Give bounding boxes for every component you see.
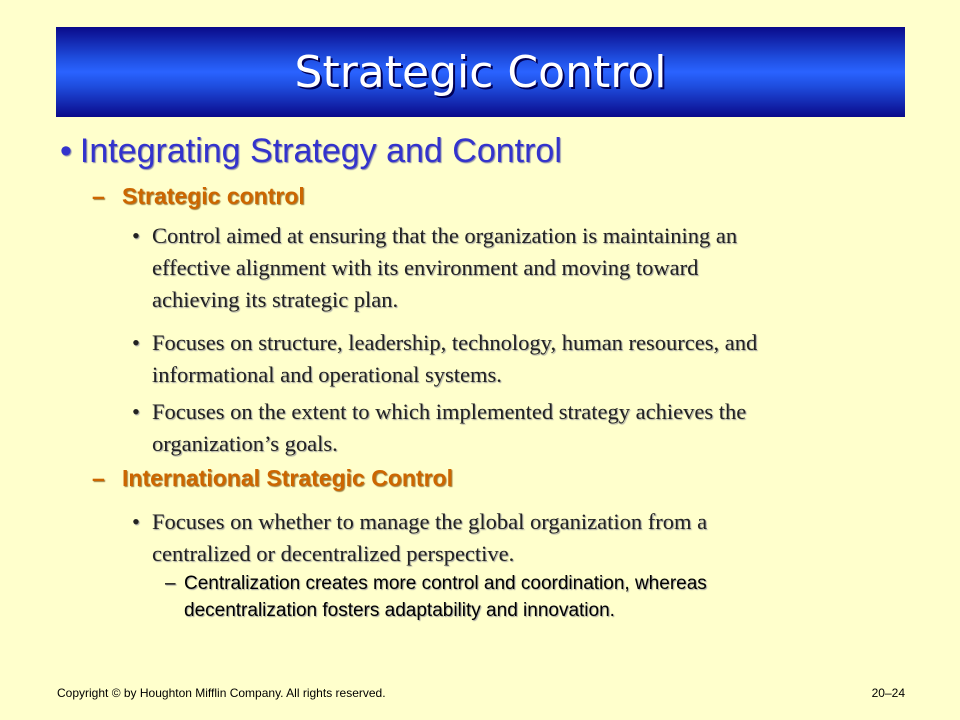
slide-title: Strategic Control (294, 46, 667, 98)
section-heading-international-strategic-control (92, 465, 453, 492)
list-item-text: Focuses on structure, leadership, technology, human resources, and informational and operational systems. (152, 330, 758, 387)
list-item-text: Focuses on the extent to which implemented strategy achieves the organization’s goals. (152, 399, 747, 456)
list-item (132, 506, 872, 570)
footer-copyright: Copyright © by Houghton Mifflin Company. All rights reserved. (57, 686, 386, 700)
list-item (132, 327, 892, 391)
list-item-text: Control aimed at ensuring that the organization is maintaining an effective alignment with its environment and moving toward achieving its strategic plan. (152, 223, 738, 312)
list-item (132, 396, 872, 460)
bullet-icon: • (60, 132, 72, 170)
dash-icon: – (92, 183, 105, 209)
bullet-icon: • (132, 399, 140, 424)
sub-list-item (165, 570, 895, 624)
section-heading-strategic-control (92, 183, 305, 210)
section-heading-text: Strategic control (122, 183, 305, 209)
footer-page-number: 20–24 (871, 686, 905, 700)
bullet-icon: • (132, 330, 140, 355)
main-bullet (60, 132, 562, 171)
list-item-text: Focuses on whether to manage the global organization from a centralized or decentralized perspective. (152, 509, 708, 566)
bullet-icon: • (132, 223, 140, 248)
bullet-icon: • (132, 509, 140, 534)
dash-icon: – (92, 465, 105, 491)
section-heading-text: International Strategic Control (122, 465, 453, 491)
dash-icon: – (165, 573, 176, 594)
list-item (132, 220, 872, 316)
main-bullet-text: Integrating Strategy and Control (79, 132, 562, 170)
sub-list-item-text: Centralization creates more control and coordination, whereas decentralization fosters adaptability and innovation. (184, 573, 707, 621)
